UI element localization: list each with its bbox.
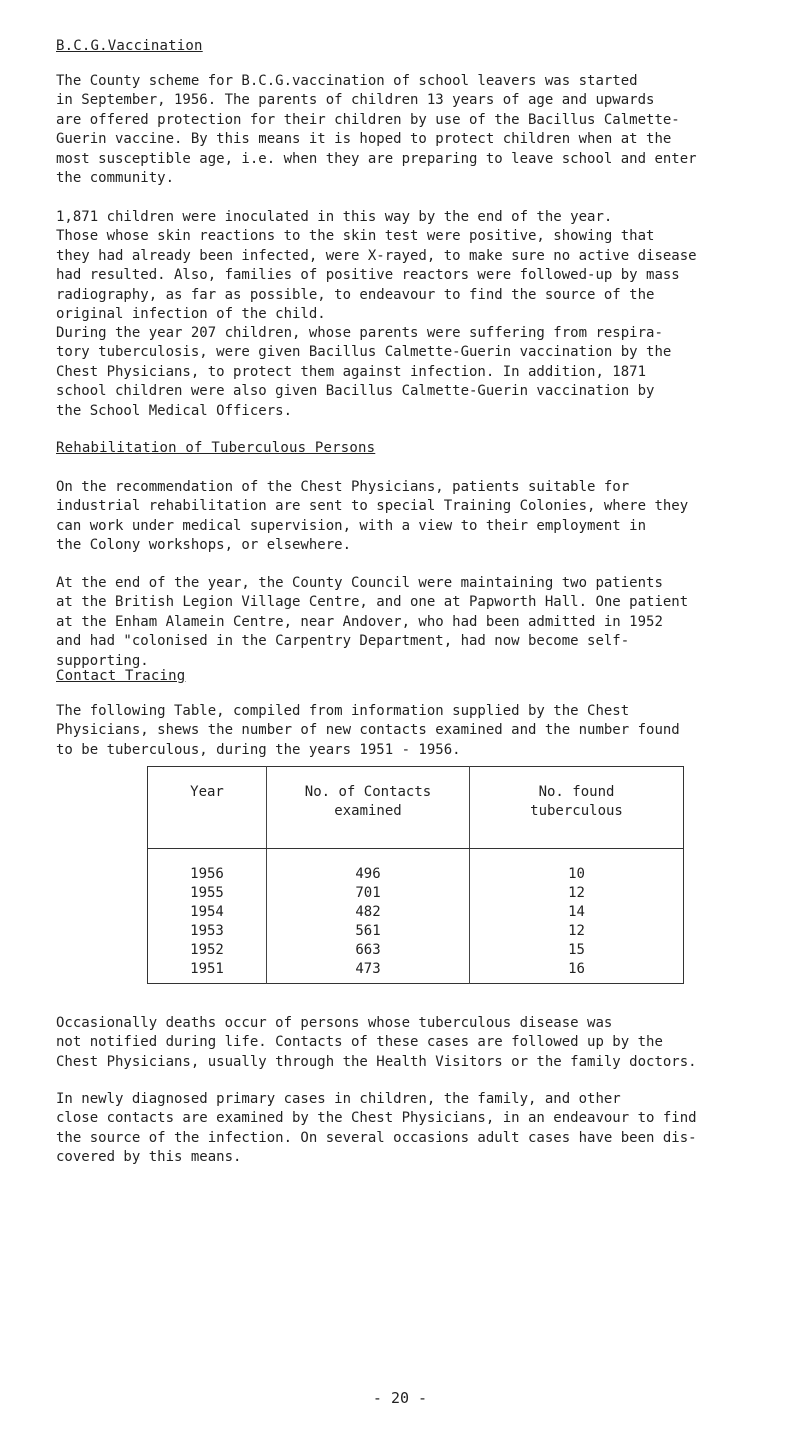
page-number: - 20 -	[372, 1389, 428, 1407]
rehabilitation-paragraph-1	[56, 478, 776, 556]
contacts-examined-column-header: No. of Contacts examined	[267, 767, 470, 849]
text-line: most susceptible age, i.e. when they are preparing to leave school and enter	[56, 150, 697, 167]
text-line: not notified during life. Contacts of these cases are followed up by the	[56, 1034, 663, 1051]
text-line: and had "colonised in the Carpentry Department, had now become self-	[56, 633, 630, 650]
contact-tracing-heading: Contact Tracing	[56, 668, 186, 684]
text-line: Occasionally deaths occur of persons whose tuberculous disease was	[56, 1015, 613, 1031]
text-line: to be tuberculous, during the years 1951 - 1956.	[56, 741, 461, 758]
text-line: In newly diagnosed primary cases in children, the family, and other	[56, 1091, 621, 1107]
text-line: close contacts are examined by the Chest Physicians, in an endeavour to find	[56, 1110, 697, 1127]
text-line: school children were also given Bacillus Calmette-Guerin vaccination by	[56, 383, 655, 400]
found-cell: 12	[568, 885, 585, 901]
text-line: 1,871 children were inoculated in this way by the end of the year.	[56, 209, 613, 225]
table-row	[148, 884, 684, 903]
bcg-paragraph-3	[56, 324, 776, 421]
text-line: the Colony workshops, or elsewhere.	[56, 537, 352, 554]
year-cell: 1956	[148, 849, 267, 885]
text-line: Physicians, shews the number of new contacts examined and the number found	[56, 722, 680, 739]
rehabilitation-paragraph-2	[56, 574, 776, 671]
examined-cell: 663	[267, 941, 470, 960]
text-line: the community.	[56, 170, 175, 187]
found-tuberculous-column-header: No. found tuberculous	[470, 767, 684, 849]
bcg-vaccination-heading: B.C.G.Vaccination	[56, 38, 203, 54]
text-line: Chest Physicians, to protect them against infection. In addition, 1871	[56, 363, 647, 380]
year-column-header: Year	[148, 767, 267, 849]
year-cell: 1952	[148, 941, 267, 960]
text-line: At the end of the year, the County Council were maintaining two patients	[56, 575, 663, 591]
primary-cases-paragraph	[56, 1090, 776, 1168]
table-row	[148, 941, 684, 960]
year-cell: 1954	[148, 903, 267, 922]
text-line: During the year 207 children, whose parents were suffering from respira-	[56, 325, 663, 341]
found-cell: 10	[568, 866, 585, 882]
year-cell: 1953	[148, 922, 267, 941]
text-line: Chest Physicians, usually through the Health Visitors or the family doctors.	[56, 1053, 697, 1070]
text-line: they had already been infected, were X-rayed, to make sure no active disease	[56, 247, 697, 264]
text-line: in September, 1956. The parents of children 13 years of age and upwards	[56, 92, 655, 109]
text-line: tory tuberculosis, were given Bacillus Calmette-Guerin vaccination by the	[56, 344, 672, 361]
text-line: original infection of the child.	[56, 306, 326, 323]
text-line: On the recommendation of the Chest Physicians, patients suitable for	[56, 479, 630, 495]
contacts-table	[147, 766, 684, 984]
text-line: supporting.	[56, 652, 149, 669]
found-cell: 14	[568, 904, 585, 920]
contact-tracing-paragraph	[56, 702, 776, 760]
text-line: Those whose skin reactions to the skin test were positive, showing that	[56, 228, 655, 245]
found-cell: 15	[568, 942, 585, 958]
bcg-paragraph-1	[56, 72, 776, 188]
text-line: the source of the infection. On several occasions adult cases have been dis-	[56, 1129, 697, 1146]
deaths-paragraph	[56, 1014, 776, 1072]
examined-cell: 561	[267, 922, 470, 941]
found-cell: 12	[568, 923, 585, 939]
examined-cell: 496	[267, 849, 470, 885]
bcg-paragraph-2	[56, 208, 776, 324]
found-cell: 16	[568, 961, 585, 977]
text-line: covered by this means.	[56, 1149, 242, 1166]
table-row	[148, 960, 684, 984]
year-cell: 1955	[148, 884, 267, 903]
text-line: had resulted. Also, families of positive reactors were followed-up by mass	[56, 267, 680, 284]
table-row	[148, 922, 684, 941]
examined-cell: 482	[267, 903, 470, 922]
examined-cell: 701	[267, 884, 470, 903]
examined-cell: 473	[267, 960, 470, 984]
text-line: the School Medical Officers.	[56, 402, 293, 419]
text-line: at the British Legion Village Centre, and one at Papworth Hall. One patient	[56, 594, 689, 611]
text-line: Guerin vaccine. By this means it is hoped to protect children when at the	[56, 131, 672, 148]
text-line: The County scheme for B.C.G.vaccination of school leavers was started	[56, 73, 638, 89]
text-line: radiography, as far as possible, to endeavour to find the source of the	[56, 286, 655, 303]
text-line: are offered protection for their children by use of the Bacillus Calmette-	[56, 111, 680, 128]
table-header-row	[148, 767, 684, 849]
text-line: The following Table, compiled from information supplied by the Chest	[56, 703, 630, 719]
text-line: industrial rehabilitation are sent to special Training Colonies, where they	[56, 498, 689, 515]
rehabilitation-heading: Rehabilitation of Tuberculous Persons	[56, 440, 376, 456]
table-row	[148, 903, 684, 922]
table-row	[148, 849, 684, 885]
text-line: at the Enham Alamein Centre, near Andover, who had been admitted in 1952	[56, 613, 663, 630]
year-cell: 1951	[148, 960, 267, 984]
text-line: can work under medical supervision, with a view to their employment in	[56, 517, 647, 534]
